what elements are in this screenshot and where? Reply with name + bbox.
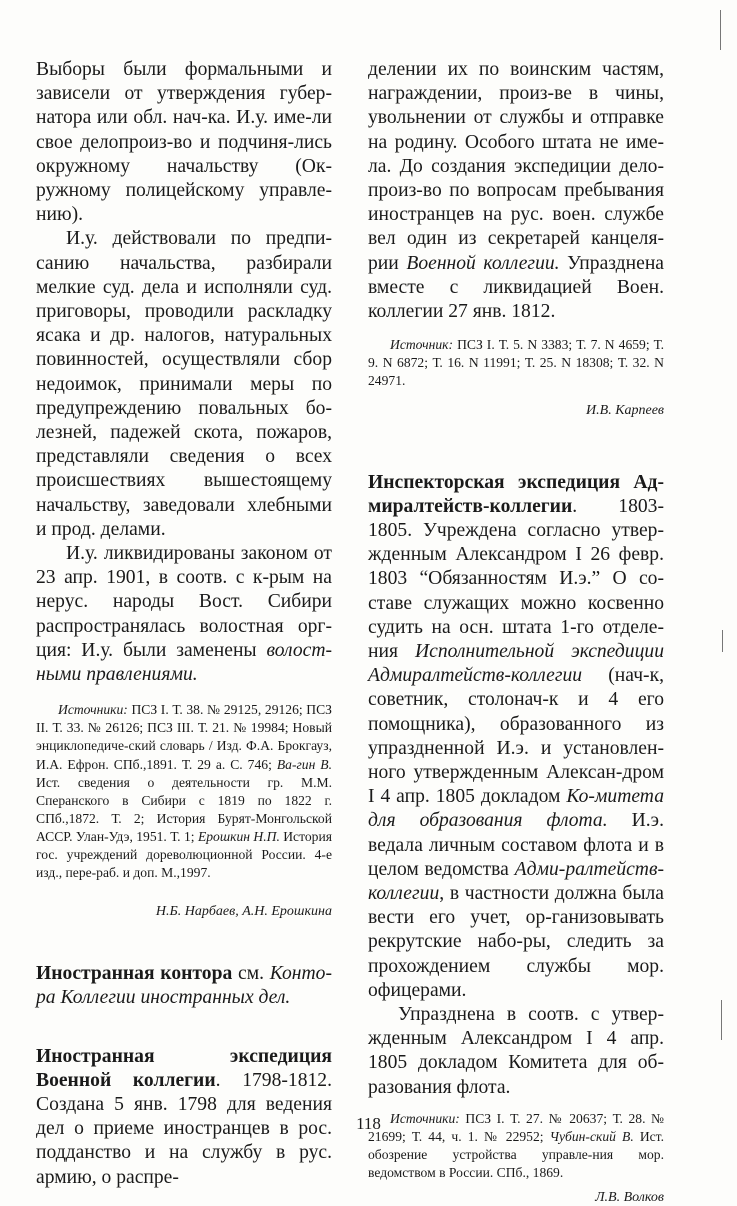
paragraph-text: делении их по воинским частям, награждении, произ-ве в чины, увольнении от службы и отправке на родину. Особого штата не име-ла. До создания экспедиции дело-произ-во по вопросам пребывания иностранцев на рус. воен. службе вел один из секретарей канцеля-рии xyxy=(368,59,664,274)
entry-text: , в частности должна была вести его учет, ор-ганизовывать рекрутские набо-ры, следить за прохождением службы мор. офицерами. xyxy=(368,882,664,1001)
page-number: 118 xyxy=(356,1114,381,1133)
cited-author: Ва-гин В. xyxy=(276,756,332,772)
entry-title: Инспекторская экспедиция Ад-миралтейств-коллегии xyxy=(368,471,664,517)
cross-reference: Ко-митета для образования флота. xyxy=(368,786,664,832)
right-column xyxy=(368,58,664,1206)
sources-text: ПСЗ I. Т. 27. № 20637; Т. 28. № 21699; Т. 44, ч. 1. № 22952; xyxy=(368,1110,664,1144)
sources-text: Ист. обозрение устройства управле-ния мор. ведомством в России. СПб., 1869. xyxy=(368,1128,664,1181)
cited-author: Ерошкин Н.П. xyxy=(197,828,280,844)
cross-reference: Адми-ралтейств-коллегии xyxy=(368,858,664,904)
entry-title: Иностранная контора xyxy=(36,963,233,985)
cross-reference: Конто-ра Коллегии иностранных дел. xyxy=(36,963,332,1009)
article-author: Н.Б. Нарбаев, А.Н. Ерошкина xyxy=(155,904,332,920)
entry-text: . 1798-1812. Создана 5 янв. 1798 для ведения дел о приеме иностранцев в рос. подданство и на службу в рус. армию, о распре- xyxy=(36,1069,332,1188)
cross-reference: волост-ными правлениями. xyxy=(36,639,332,686)
sources-text: История гос. учреждений дореволюционной России. 4-е изд., пере-раб. и доп. М.,1997. xyxy=(36,828,332,881)
sources-text: Ист. сведения о деятельности гр. М.М. Сперанского в Сибири с 1819 по 1822 г. СПб.,1872. Т. 2; История Бурят-Монгольской АССР. Улан-Удэ, 1951. Т. 1; xyxy=(36,774,332,844)
entry-inspektorskaya-ekspeditsiya xyxy=(368,471,664,1003)
paragraph: Выборы были формальными и зависели от утверждения губер-натора или обл. нач-ка. И.у. име-ли свое делопроиз-во и подчиня-лись окружному начальству (Ок-ружному полицейскому управле-нию). xyxy=(36,59,332,226)
paragraph-text: И.у. ликвидированы законом от 23 апр. 1901, в соотв. с к-рым на нерус. народы Вост. Сибири распространялась волостная орг-ция: И.у. были заменены xyxy=(36,543,332,661)
scan-edge-mark xyxy=(720,10,721,50)
entry-text: . 1803-1805. Учреждена согласно утвер-жденным Александром I 26 февр. 1803 “Обязанностям И.э.” О со-ставе служащих можно косвенно судить на осн. штата 1-го отделе-ния xyxy=(368,495,664,662)
cross-reference: Военной коллегии. xyxy=(406,252,560,274)
sources-label: Источники: xyxy=(58,702,128,718)
paragraph: И.у. действовали по предпи-санию начальства, разбирали мелкие суд. дела и исполняли суд. приговоры, проводили раскладку ясака и др. налогов, натуральных повинностей, осуществляли сбор недоимок, принимали меры по предупреждению повальных бо-лезней, падежей скота, пожаров, представляли сведения о всех происшествиях вышестоящему начальству, заведовали хлебными и прод. делами. xyxy=(36,228,332,540)
sources-text: ПСЗ I. Т. 5. N 3383; Т. 7. N 4659; Т. 9. N 6872; Т. 16. N 11991; Т. 25. N 18308; Т. 32. N 24971. xyxy=(368,337,664,389)
sources-block xyxy=(368,336,664,390)
article-author: Л.В. Волков xyxy=(595,1190,664,1206)
scan-edge-mark xyxy=(722,630,723,652)
article-author: И.В. Карпеев xyxy=(586,402,664,418)
cited-author: Чубин-ский В. xyxy=(549,1128,634,1144)
sources-block xyxy=(36,701,332,882)
entry-text: (нач-к, советник, столонач-к и 4 его помощника), образованного из упраздненной И.э. и установлен-ного утвержденным Алексан-дром I 4 апр. 1805 докладом xyxy=(368,665,664,808)
paragraph xyxy=(368,58,664,324)
scan-edge-mark xyxy=(721,1000,722,1040)
paragraph xyxy=(36,542,332,687)
paragraph: Упразднена в соотв. с утвер-жденным Александром I 4 апр. 1805 докладом Комитета для об-разования флота. xyxy=(368,1003,664,1098)
sources-label: Источник: xyxy=(390,337,454,353)
sources-text: ПСЗ I. Т. 38. № 29125, 29126; ПСЗ II. Т. 33. № 26126; ПСЗ III. Т. 21. № 19984; Новый энциклопедиче-ский словарь / Изд. Ф.А. Брокгауз, И.А. Ефрон. СПб.,1891. Т. 29 а. С. 746; xyxy=(36,702,332,772)
entry-text: И.э. ведала личным составом флота и в целом ведомства xyxy=(368,810,664,880)
paragraph-text: Упразднена вместе с ликвидацией Воен. коллегии 27 янв. 1812. xyxy=(368,252,665,323)
cross-reference: Исполнительной экспедиции Адмиралтейств-коллегии xyxy=(368,640,664,687)
sources-label: Источники: xyxy=(390,1110,460,1126)
entry-inostrannaya-kontora xyxy=(36,962,332,1010)
entry-title: Иностранная экспедиция Военной коллегии xyxy=(36,1045,332,1091)
see-text: см. xyxy=(232,963,270,985)
left-column xyxy=(36,58,332,1190)
